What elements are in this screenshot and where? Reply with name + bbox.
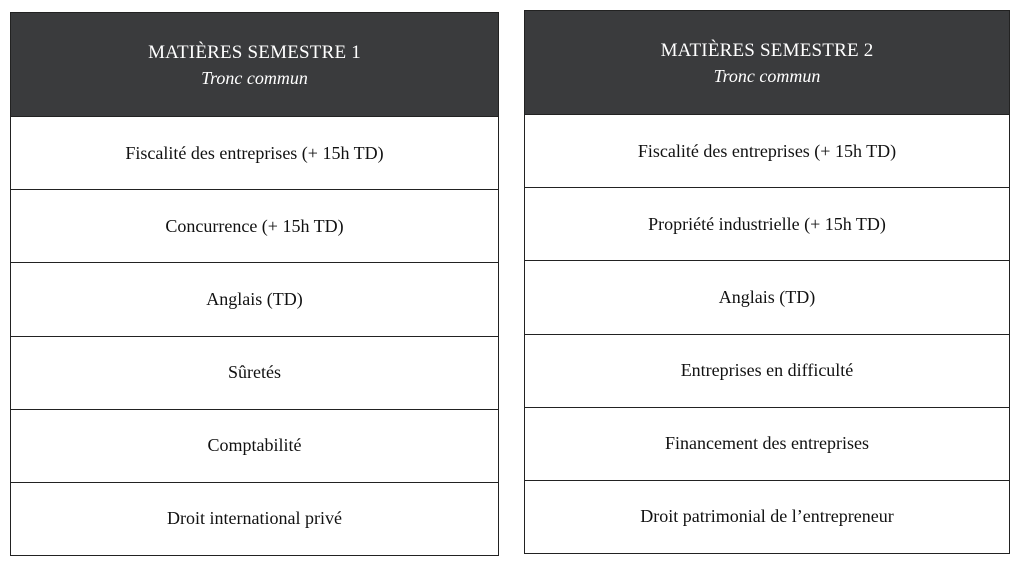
semester-1-title: MATIÈRES SEMESTRE 1 bbox=[148, 41, 361, 63]
semester-2-subtitle: Tronc commun bbox=[713, 66, 821, 87]
course-row: Droit patrimonial de l’entrepreneur bbox=[640, 506, 894, 527]
semester-1-header bbox=[11, 13, 498, 117]
semester-2-course-list bbox=[525, 115, 1009, 553]
course-row: Droit international privé bbox=[167, 508, 342, 529]
course-row: Financement des entreprises bbox=[525, 408, 1009, 481]
course-row: Entreprises en difficulté bbox=[525, 335, 1009, 408]
course-row: Propriété industrielle (+ 15h TD) bbox=[525, 188, 1009, 261]
course-row: Anglais (TD) bbox=[525, 261, 1009, 334]
course-row: Anglais (TD) bbox=[11, 263, 498, 336]
semester-2-table bbox=[524, 10, 1010, 554]
course-row: Fiscalité des entreprises (+ 15h TD) bbox=[525, 115, 1009, 188]
course-row: Fiscalité des entreprises (+ 15h TD) bbox=[11, 117, 498, 190]
course-row: Concurrence (+ 15h TD) bbox=[11, 190, 498, 263]
course-row: Comptabilité bbox=[11, 410, 498, 483]
semester-2-title: MATIÈRES SEMESTRE 2 bbox=[660, 39, 874, 61]
semester-1-subtitle: Tronc commun bbox=[201, 68, 308, 89]
course-row: Sûretés bbox=[11, 337, 498, 410]
semester-2-header bbox=[525, 11, 1009, 115]
semester-1-course-list bbox=[11, 117, 498, 555]
semester-1-table bbox=[10, 12, 499, 556]
